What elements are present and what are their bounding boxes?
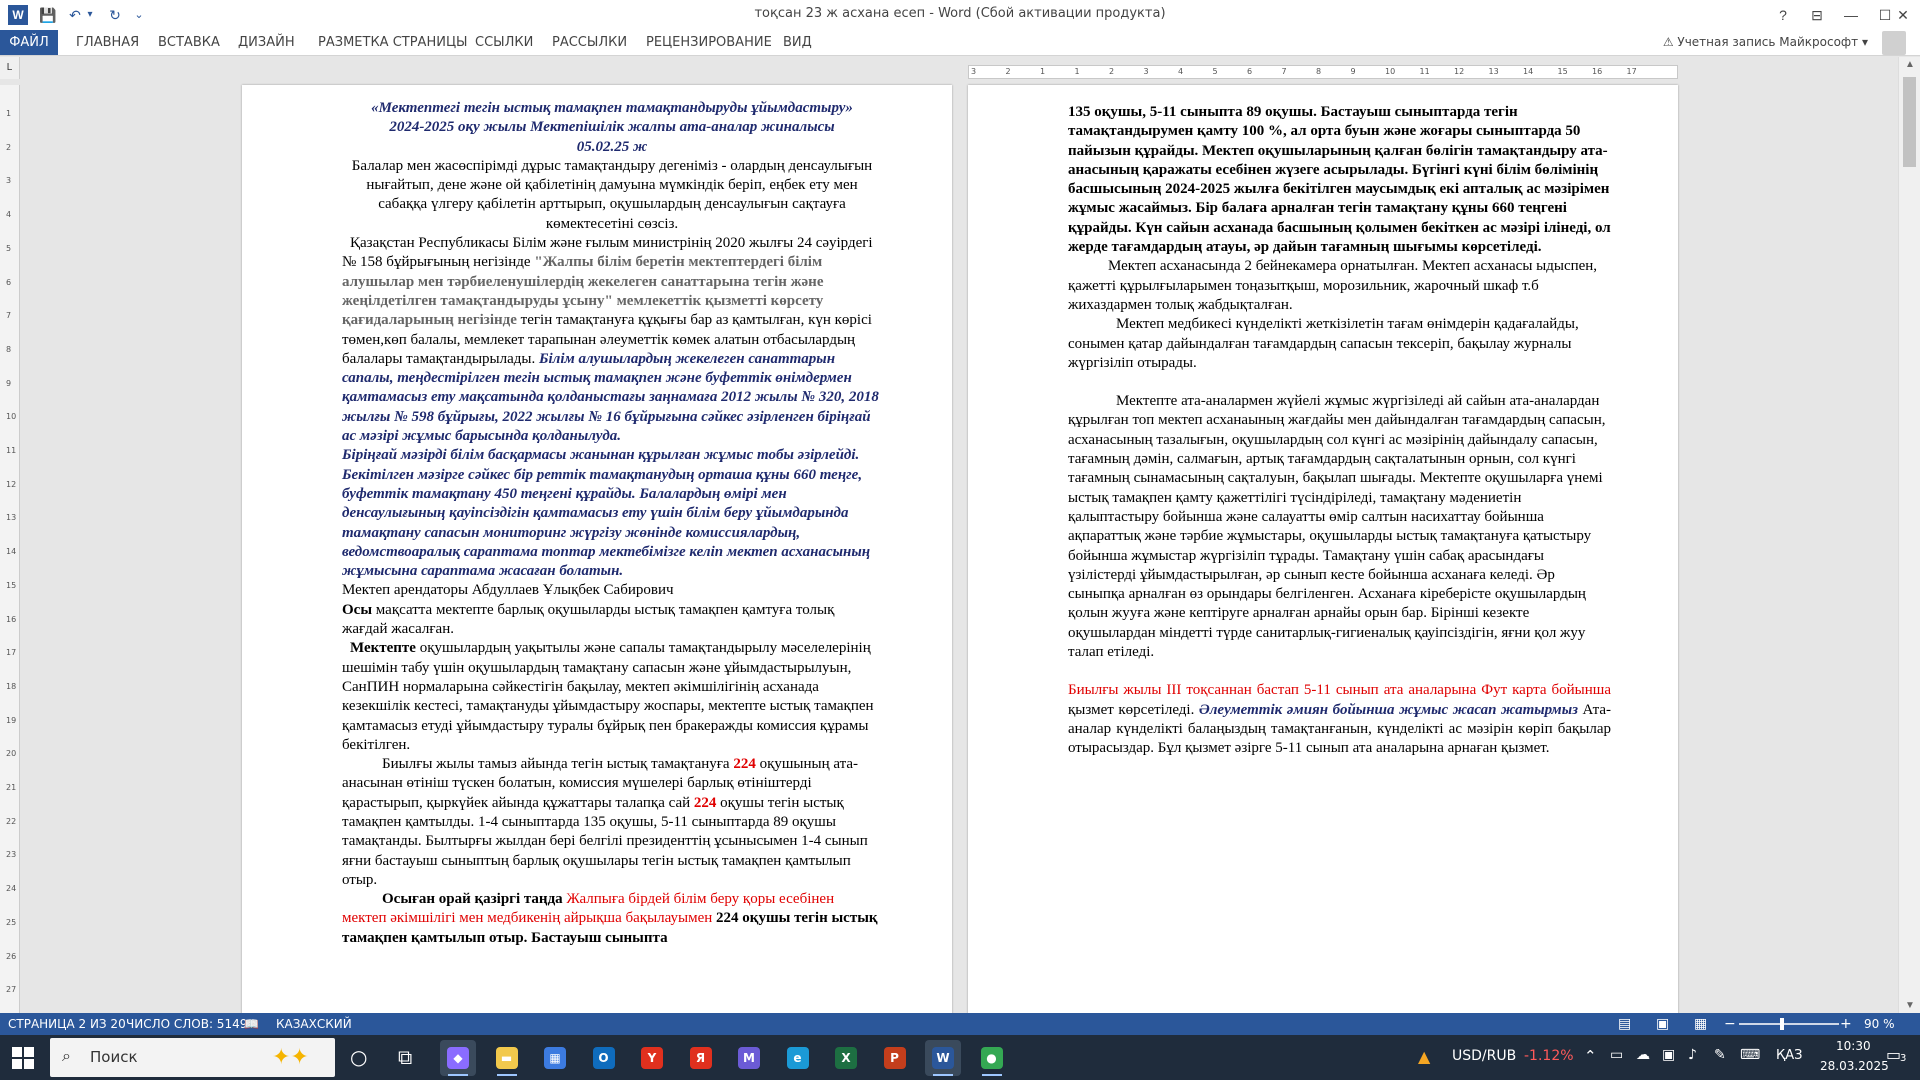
avatar[interactable] <box>1882 31 1906 55</box>
text-run: мақсатта мектепте барлық оқушыларды ыстық тамақпен қамтуға толық жағдай жасалған. <box>342 601 835 638</box>
ruler-tick-label: 8 <box>6 344 12 354</box>
copilot-icon: ◆ <box>447 1047 469 1069</box>
tab-references[interactable]: ССЫЛКИ <box>475 35 534 50</box>
ticker-change[interactable]: -1.12% <box>1524 1048 1574 1064</box>
undo-icon[interactable]: ↶ <box>69 7 81 23</box>
ruler-tick-label: 17 <box>1626 67 1637 76</box>
paragraph <box>342 755 882 890</box>
ruler-tick-label: 4 <box>1178 67 1184 76</box>
ruler-tick-label: 3 <box>971 67 977 76</box>
pen-icon[interactable]: ✎ <box>1714 1047 1726 1063</box>
taskbar-app-excel[interactable] <box>828 1040 864 1076</box>
ruler-tick-label: 9 <box>6 378 12 388</box>
ruler-tick-label: 24 <box>6 884 17 894</box>
taskbar-app-edge[interactable] <box>780 1040 816 1076</box>
taskbar <box>0 1035 1920 1080</box>
paragraph <box>342 890 882 948</box>
minimize-button[interactable]: — <box>1844 7 1858 23</box>
tab-selector[interactable]: L <box>0 57 20 79</box>
zoom-level[interactable]: 90 % <box>1864 1017 1895 1031</box>
ruler-tick-label: 13 <box>6 513 17 523</box>
ruler-tick-label: 23 <box>6 850 17 860</box>
ruler-tick-label: 10 <box>6 412 17 422</box>
text-run: Жалпыға бірдей білім беру қоры есебінен мектеп әкімшілігі мен медбикенің айрықша бақылауымен <box>342 891 835 927</box>
text-run: "Жалпы білім беретін мектептердегі білім алушылар мен тәрбиеленушілердің жекелеген санаттарына тегін және жеңілдетілген тамақтандыруды ұсыну" мемлекеттік қызметті көрсету қағидаларының негізінде <box>342 254 824 329</box>
taskbar-app-yandex-browser[interactable] <box>634 1040 670 1076</box>
taskbar-app-word[interactable] <box>925 1040 961 1076</box>
windows-start-icon[interactable] <box>12 1047 34 1069</box>
ruler-tick-label: 2 <box>1109 67 1115 76</box>
ticker-icon[interactable]: ▲ <box>1418 1047 1431 1066</box>
taskbar-app-copilot[interactable] <box>440 1040 476 1076</box>
zoom-slider-thumb[interactable] <box>1780 1018 1784 1030</box>
ruler-tick-label: 12 <box>1454 67 1465 76</box>
title-bar <box>0 0 1920 30</box>
paragraph: Мектепте ата-аналармен жүйелі жұмыс жүргізіледі ай сайын ата-аналардан құрылған топ мектеп асханаының жағдайы мен дайындалған тағамдардың сапасын, асханасының тазалығын, оқушылардың сол күнгі ас мәзірінің дайындалу сапасын, тағамның дәмін, салмағын, артық тағамдардың сақталатынын орнын, сол күнгі тағамның сынамасының сақталуын, бақылап шығады. Мектепте оқушыларға үнемі ыстық тамақпен қамту қажеттілігі түсіндіріледі, тамақтану мәдениетін қалыптастыру бойынша және салауатты өмір салтын насихаттау бойынша ақпараттық және тәрбие жұмыстары, оқушыларды ыстық тамақтануға қатыстыру бойынша жұмыстар жүргізіліп тұрады. Тамақтану үшін сабақ арасындағы үзілістерді ұйымдастырылған, әр сынып кесте бойынша асханаға келеді. Әр сыныпқа арналған өз орындары белгіленген. Асханаға кіреберісте оқушылардың қолын жууға және кептіруге арналған арнайы орын бар. Бірінші кезекте оқушылардан міндетті түрде санитарлық-гигиеналық қауіпсіздігін, яғни қол жуу талап етіледі. <box>1068 393 1606 661</box>
ruler-tick-label: 6 <box>1247 67 1253 76</box>
doc-title-line: 05.02.25 ж <box>576 138 648 155</box>
tray-chevron-icon[interactable]: ⌃ <box>1584 1047 1597 1065</box>
page-count[interactable]: СТРАНИЦА 2 ИЗ 20 <box>8 1017 126 1031</box>
horizontal-ruler[interactable] <box>968 65 1678 79</box>
input-language[interactable]: ҚАЗ <box>1776 1048 1803 1063</box>
web-layout-icon[interactable]: ▦ <box>1694 1016 1708 1032</box>
cortana-icon[interactable]: ○ <box>350 1045 368 1069</box>
ruler-tick-label: 16 <box>1592 67 1603 76</box>
page-body[interactable] <box>342 99 882 948</box>
paragraph: Мектеп асханасында 2 бейнекамера орнатылған. Мектеп асханасы ыдыспен, қажетті құрылғыларымен тоңазытқыш, морозильник, жарочный шкаф т.б жихаздармен толық жабдықталған. <box>1068 258 1598 313</box>
page[interactable] <box>968 85 1678 1013</box>
taskbar-app-yandex[interactable] <box>683 1040 719 1076</box>
scroll-down-icon[interactable]: ▼ <box>1905 1000 1915 1011</box>
search-icon: ⌕ <box>62 1048 71 1065</box>
text-run: Әлеуметтік әмиян бойынша жұмыс жасап жатырмыз <box>1198 701 1578 718</box>
close-button[interactable]: ✕ <box>1897 7 1909 23</box>
excel-icon: X <box>835 1047 857 1069</box>
document-area <box>20 79 1898 1013</box>
paragraph: Мектеп арендаторы Абдуллаев Ұлықбек Сабирович <box>342 582 674 599</box>
ruler-tick-label: 6 <box>6 277 12 287</box>
word-icon: W <box>932 1047 954 1069</box>
m365-icon: M <box>738 1047 760 1069</box>
notifications-count: 3 <box>1900 1053 1907 1064</box>
customize-toolbar-icon[interactable]: ⌄ <box>134 9 144 21</box>
ruler-tick-label: 12 <box>6 479 17 489</box>
edge-icon: e <box>787 1047 809 1069</box>
ruler-tick-label: 5 <box>1212 67 1218 76</box>
ruler-tick-label: 14 <box>1523 67 1534 76</box>
task-view-icon[interactable]: ⧉ <box>398 1045 413 1069</box>
doc-title-line: «Мектептегі тегін ыстық тамақпен тамақтандыруды ұйымдастыру» <box>371 100 853 116</box>
paragraph: Мектеп медбикесі күнделікті жеткізілетін тағам өнімдерін қадағалайды, сонымен қатар дайындалған тағамдардың сапасын тексеріп, бақылау журналы жүргізіліп отырады. <box>1068 316 1579 371</box>
paragraph <box>342 234 882 446</box>
ruler-tick-label: 3 <box>6 176 12 186</box>
text-run: тегін тамақтануға құқығы бар аз қамтылған, күн көрісі төмен,көп балалы, мемлекет тарапынан әлеуметтік көмек алатын отбасылардың балалары тамақтандырылады. <box>342 312 872 367</box>
ruler-tick-label: 26 <box>6 951 17 961</box>
keyboard-icon[interactable]: ⌨ <box>1740 1047 1761 1063</box>
ruler-tick-label: 13 <box>1488 67 1499 76</box>
ruler-tick-label: 20 <box>6 749 17 759</box>
running-indicator <box>497 1074 517 1076</box>
notifications-icon[interactable]: ▭ <box>1886 1045 1902 1064</box>
ruler-tick-label: 19 <box>6 715 17 725</box>
ribbon-tabs <box>0 30 1920 56</box>
ruler-tick-label: 15 <box>1557 67 1568 76</box>
chrome-icon: ● <box>981 1047 1003 1069</box>
text-run: оқушы тегін ыстық тамақпен қамтылды. 1-4 сыныптарда 135 оқушы, 5-11 сыныптарда 89 оқушы тамақтанды. Былтырғы жылдан бері белгілі президенттің ұсынысымен 1-4 сынып яғни бастауыш сыныптың барлық оқушылары тегін ыстық тамақпен қамтылып отыр. <box>342 794 868 888</box>
language-indicator[interactable]: КАЗАХСКИЙ <box>276 1017 352 1031</box>
undo-dropdown-icon[interactable]: ▾ <box>87 9 93 20</box>
text-run: оқушының ата-анасынан өтініш түскен болатын, комиссия мүшелері барлық өтініштерді қарастырып, қыркүйек айында құжаттары талапқа сай <box>342 756 859 811</box>
zoom-slider[interactable] <box>1739 1023 1839 1025</box>
text-run: оқушылардың уақытылы және сапалы тамақтандырылу мәселелерінің шешімін табу үшін оқушылардың тамақтану сапасын және ұйымдастырылуын, СанПИН нормаларына сәйкестігін бақылау, мектеп әкімшілігінің асханада кезекшілік кестесі, тамақтануды ұйымдастыру жоспары, мектепте ыстық тамақпен қамтамасыз етуді ұйымдастыру туралы бұйрық пен бракеражды комиссия құрамы бекітілген. <box>342 640 874 753</box>
text-run: 224 оқушы тегін ыстық тамақпен қамтылып отыр. Бастауыш сыныпта <box>342 910 878 946</box>
paragraph <box>342 639 882 755</box>
running-indicator <box>982 1074 1002 1076</box>
ruler-tick-label: 1 <box>1040 67 1046 76</box>
doc-title-line: 2024-2025 оқу жылы Мектепішілік жалпы ата-аналар жиналысы <box>389 119 835 136</box>
ruler-tick-label: 3 <box>1143 67 1149 76</box>
ruler-tick-label: 22 <box>6 816 17 826</box>
text-run: Мектепте <box>350 640 416 657</box>
account-menu[interactable]: ⚠ Учетная запись Майкрософт ▾ <box>1662 35 1868 49</box>
taskbar-app-outlook[interactable] <box>586 1040 622 1076</box>
ruler-tick-label: 15 <box>6 580 17 590</box>
tab-home[interactable]: ГЛАВНАЯ <box>76 35 140 50</box>
redo-icon[interactable]: ↻ <box>109 7 121 23</box>
tab-mailings[interactable]: РАССЫЛКИ <box>552 35 628 50</box>
search-input[interactable]: Поиск <box>90 1048 138 1066</box>
text-run: Биылғы жылы ІІІ тоқсаннан бастап 5-11 сынып ата аналарына Фут карта бойынша <box>1068 682 1611 699</box>
text-run: 224 <box>733 756 756 773</box>
text-run: 224 <box>693 794 717 811</box>
store-icon: ▦ <box>544 1047 566 1069</box>
ruler-tick-label: 1 <box>6 109 12 118</box>
blank-line <box>1068 373 1611 392</box>
cloud-icon[interactable]: ☁ <box>1636 1047 1650 1063</box>
text-run: Ата-аналар күнделікті балаңыздың тамақтанғанын, күнделікті ас мәзірін көріп бақылар отырасыздар. Бұл қызмет әзірге 5-11 сынып ата аналарына арнаған қызмет. <box>1068 701 1611 757</box>
text-run: Осы <box>342 601 373 618</box>
print-layout-icon[interactable]: ▣ <box>1656 1016 1670 1032</box>
proofing-icon[interactable]: 📖 <box>244 1017 259 1031</box>
page-body[interactable] <box>1068 103 1611 759</box>
powerpoint-icon: P <box>884 1047 906 1069</box>
word-logo-icon[interactable]: W <box>8 5 28 25</box>
text-run: Қазақстан Республикасы Білім және ғылым министрінің 2020 жылғы 24 сәуірдегі № 158 бұйрығының негізінде <box>342 235 873 271</box>
text-run: Биылғы жылы тамыз айында тегін ыстық тамақтануға <box>382 756 734 773</box>
ruler-tick-label: 7 <box>1281 67 1287 76</box>
file-explorer-icon: ▬ <box>496 1047 518 1069</box>
running-indicator <box>448 1074 468 1076</box>
tab-file[interactable]: ФАЙЛ <box>0 30 58 55</box>
tab-view[interactable]: ВИД <box>783 35 812 50</box>
ruler-tick-label: 21 <box>6 783 17 792</box>
ruler-tick-label: 9 <box>1350 67 1356 76</box>
network-icon[interactable]: ▭ <box>1610 1047 1624 1063</box>
tab-design[interactable]: ДИЗАЙН <box>238 35 295 50</box>
ruler-tick-label: 7 <box>6 311 12 321</box>
ruler-tick-label: 18 <box>6 681 17 691</box>
text-run: Осыған орай қазіргі таңда <box>382 891 567 908</box>
ruler-tick-label: 8 <box>1316 67 1322 76</box>
ruler-tick-label: 10 <box>1385 67 1396 76</box>
ruler-tick-label: 27 <box>6 985 17 995</box>
paragraph: Балалар мен жасөспірімді дұрыс тамақтандыру дегеніміз - олардың денсаулығын нығайтып, дене және ой қабілетінің дамуына мүмкіндік беріп, еңбек ету мен сабаққа үлгеру қабілетін арттырып, оқушылардың денсаулығын сақтауға көмектесетіні сөзсіз. <box>351 157 873 232</box>
ruler-tick-label: 1 <box>1074 67 1080 76</box>
ruler-tick-label: 2 <box>6 142 12 152</box>
blank-line <box>1068 662 1611 681</box>
volume-icon[interactable]: ♪ <box>1688 1047 1697 1063</box>
ruler-tick-label: 17 <box>6 648 17 658</box>
search-highlight-icon[interactable]: ✦✦ <box>272 1044 309 1069</box>
paragraph: Біріңғай мәзірді білім басқармасы жанынан құрылған жұмыс тобы әзірлейді. Бекітілген мәзірге сәйкес бір реттік тамақтанудың орташа құны 660 теңге, буфеттік тамақтану 450 теңгені құрайды. Балалардың өмірі мен денсаулығының қауіпсіздігін қамтамасыз ету үшін білім беру ұйымдарында тамақтану сапасын мониторинг жүргізу жөнінде комиссиялардың, ведомствоаралық сараптама топтар мектебімізге келіп мектеп асханасының жұмысына сараптама жасаған болатын. <box>342 447 871 580</box>
scroll-up-icon[interactable]: ▲ <box>1905 59 1915 70</box>
page[interactable] <box>242 85 952 1013</box>
taskbar-app-chrome[interactable] <box>974 1040 1010 1076</box>
monitor-icon[interactable]: ▣ <box>1662 1047 1676 1063</box>
tab-insert[interactable]: ВСТАВКА <box>158 35 220 50</box>
paragraph: 135 оқушы, 5-11 сыныпта 89 оқушы. Бастауыш сыныптарда тегін тамақтандырумен қамту 100 %, ал орта буын және жоғары сыныптарда 50 пайызын құрайды. Мектеп оқушыларының қалған бөлігін тамақтандыру ата-анасының қаражаты есебінен жүзеге асырылады. Бүгінгі күні білім бөлімінің басшысының 2024-2025 жылға бекітілген маусымдық екі апталық ас мәзірімен жұмыс жасаймыз. Бір балаға арналған тегін тамақтану құны 660 теңгені құрайды. Күн сайын асханада басшының қолымен бекіткен ас мәзірі ілінеді, ол жерде тағамдардың атауы, әр дайын тағамның шығымы көрсетіледі. <box>1068 104 1611 256</box>
ruler-tick-label: 4 <box>6 210 12 220</box>
taskbar-app-store[interactable] <box>537 1040 573 1076</box>
text-run: Білім алушылардың жекелеген санаттарын сапалы, теңдестірілген тегін ыстық тамақпен және буфеттік өнімдермен қамтамасыз ету мақсатында қолданыстағы заңнамаға 2012 жылы № 320, 2018 жылғы № 598 бұйрығы, 2022 жылғы № 16 бұйрығына сәйкес әзірленген біріңғай ас мәзірі жұмыс барысында қолданылуда. <box>342 350 879 445</box>
tab-review[interactable]: РЕЦЕНЗИРОВАНИЕ <box>646 35 772 50</box>
window-title: тоқсан 23 ж асхана есеп - Word (Сбой активации продукта) <box>754 6 1166 21</box>
zoom-out-button[interactable]: − <box>1724 1016 1736 1032</box>
vertical-scrollbar[interactable] <box>1898 57 1920 1013</box>
taskbar-search[interactable] <box>50 1038 335 1077</box>
clock-date[interactable]: 28.03.2025 <box>1820 1059 1889 1073</box>
text-run: қызмет көрсетіледі. <box>1068 701 1199 718</box>
ruler-tick-label: 14 <box>6 547 17 557</box>
tab-page-layout[interactable]: РАЗМЕТКА СТРАНИЦЫ <box>318 35 468 50</box>
clock-time[interactable]: 10:30 <box>1836 1039 1871 1053</box>
yandex-icon: Я <box>690 1047 712 1069</box>
ruler-tick-label: 5 <box>6 243 12 253</box>
status-bar <box>0 1013 1920 1035</box>
paragraph <box>342 601 882 640</box>
taskbar-app-powerpoint[interactable] <box>877 1040 913 1076</box>
maximize-button[interactable]: ☐ <box>1878 7 1892 23</box>
running-indicator <box>933 1074 953 1076</box>
ruler-tick-label: 16 <box>6 614 17 624</box>
taskbar-app-m365[interactable] <box>731 1040 767 1076</box>
ribbon-display-options-button[interactable]: ⊟ <box>1811 7 1823 23</box>
taskbar-app-file-explorer[interactable] <box>489 1040 525 1076</box>
ruler-tick-label: 2 <box>1005 67 1011 76</box>
ruler-tick-label: 11 <box>6 446 17 455</box>
ticker-label[interactable]: USD/RUB <box>1452 1048 1517 1064</box>
scroll-thumb[interactable] <box>1903 77 1916 167</box>
doc-title <box>342 99 882 157</box>
zoom-in-button[interactable]: + <box>1840 1016 1852 1032</box>
word-count[interactable]: ЧИСЛО СЛОВ: 5149 <box>126 1017 248 1031</box>
outlook-icon: O <box>593 1047 615 1069</box>
help-button[interactable]: ? <box>1779 7 1787 23</box>
read-mode-icon[interactable]: ▤ <box>1618 1016 1632 1032</box>
ruler-tick-label: 11 <box>1419 67 1430 76</box>
vertical-ruler[interactable] <box>0 85 20 1013</box>
paragraph <box>1068 681 1611 758</box>
ruler-tick-label: 25 <box>6 917 17 927</box>
save-icon[interactable]: 💾 <box>39 7 57 23</box>
yandex-browser-icon: Y <box>641 1047 663 1069</box>
